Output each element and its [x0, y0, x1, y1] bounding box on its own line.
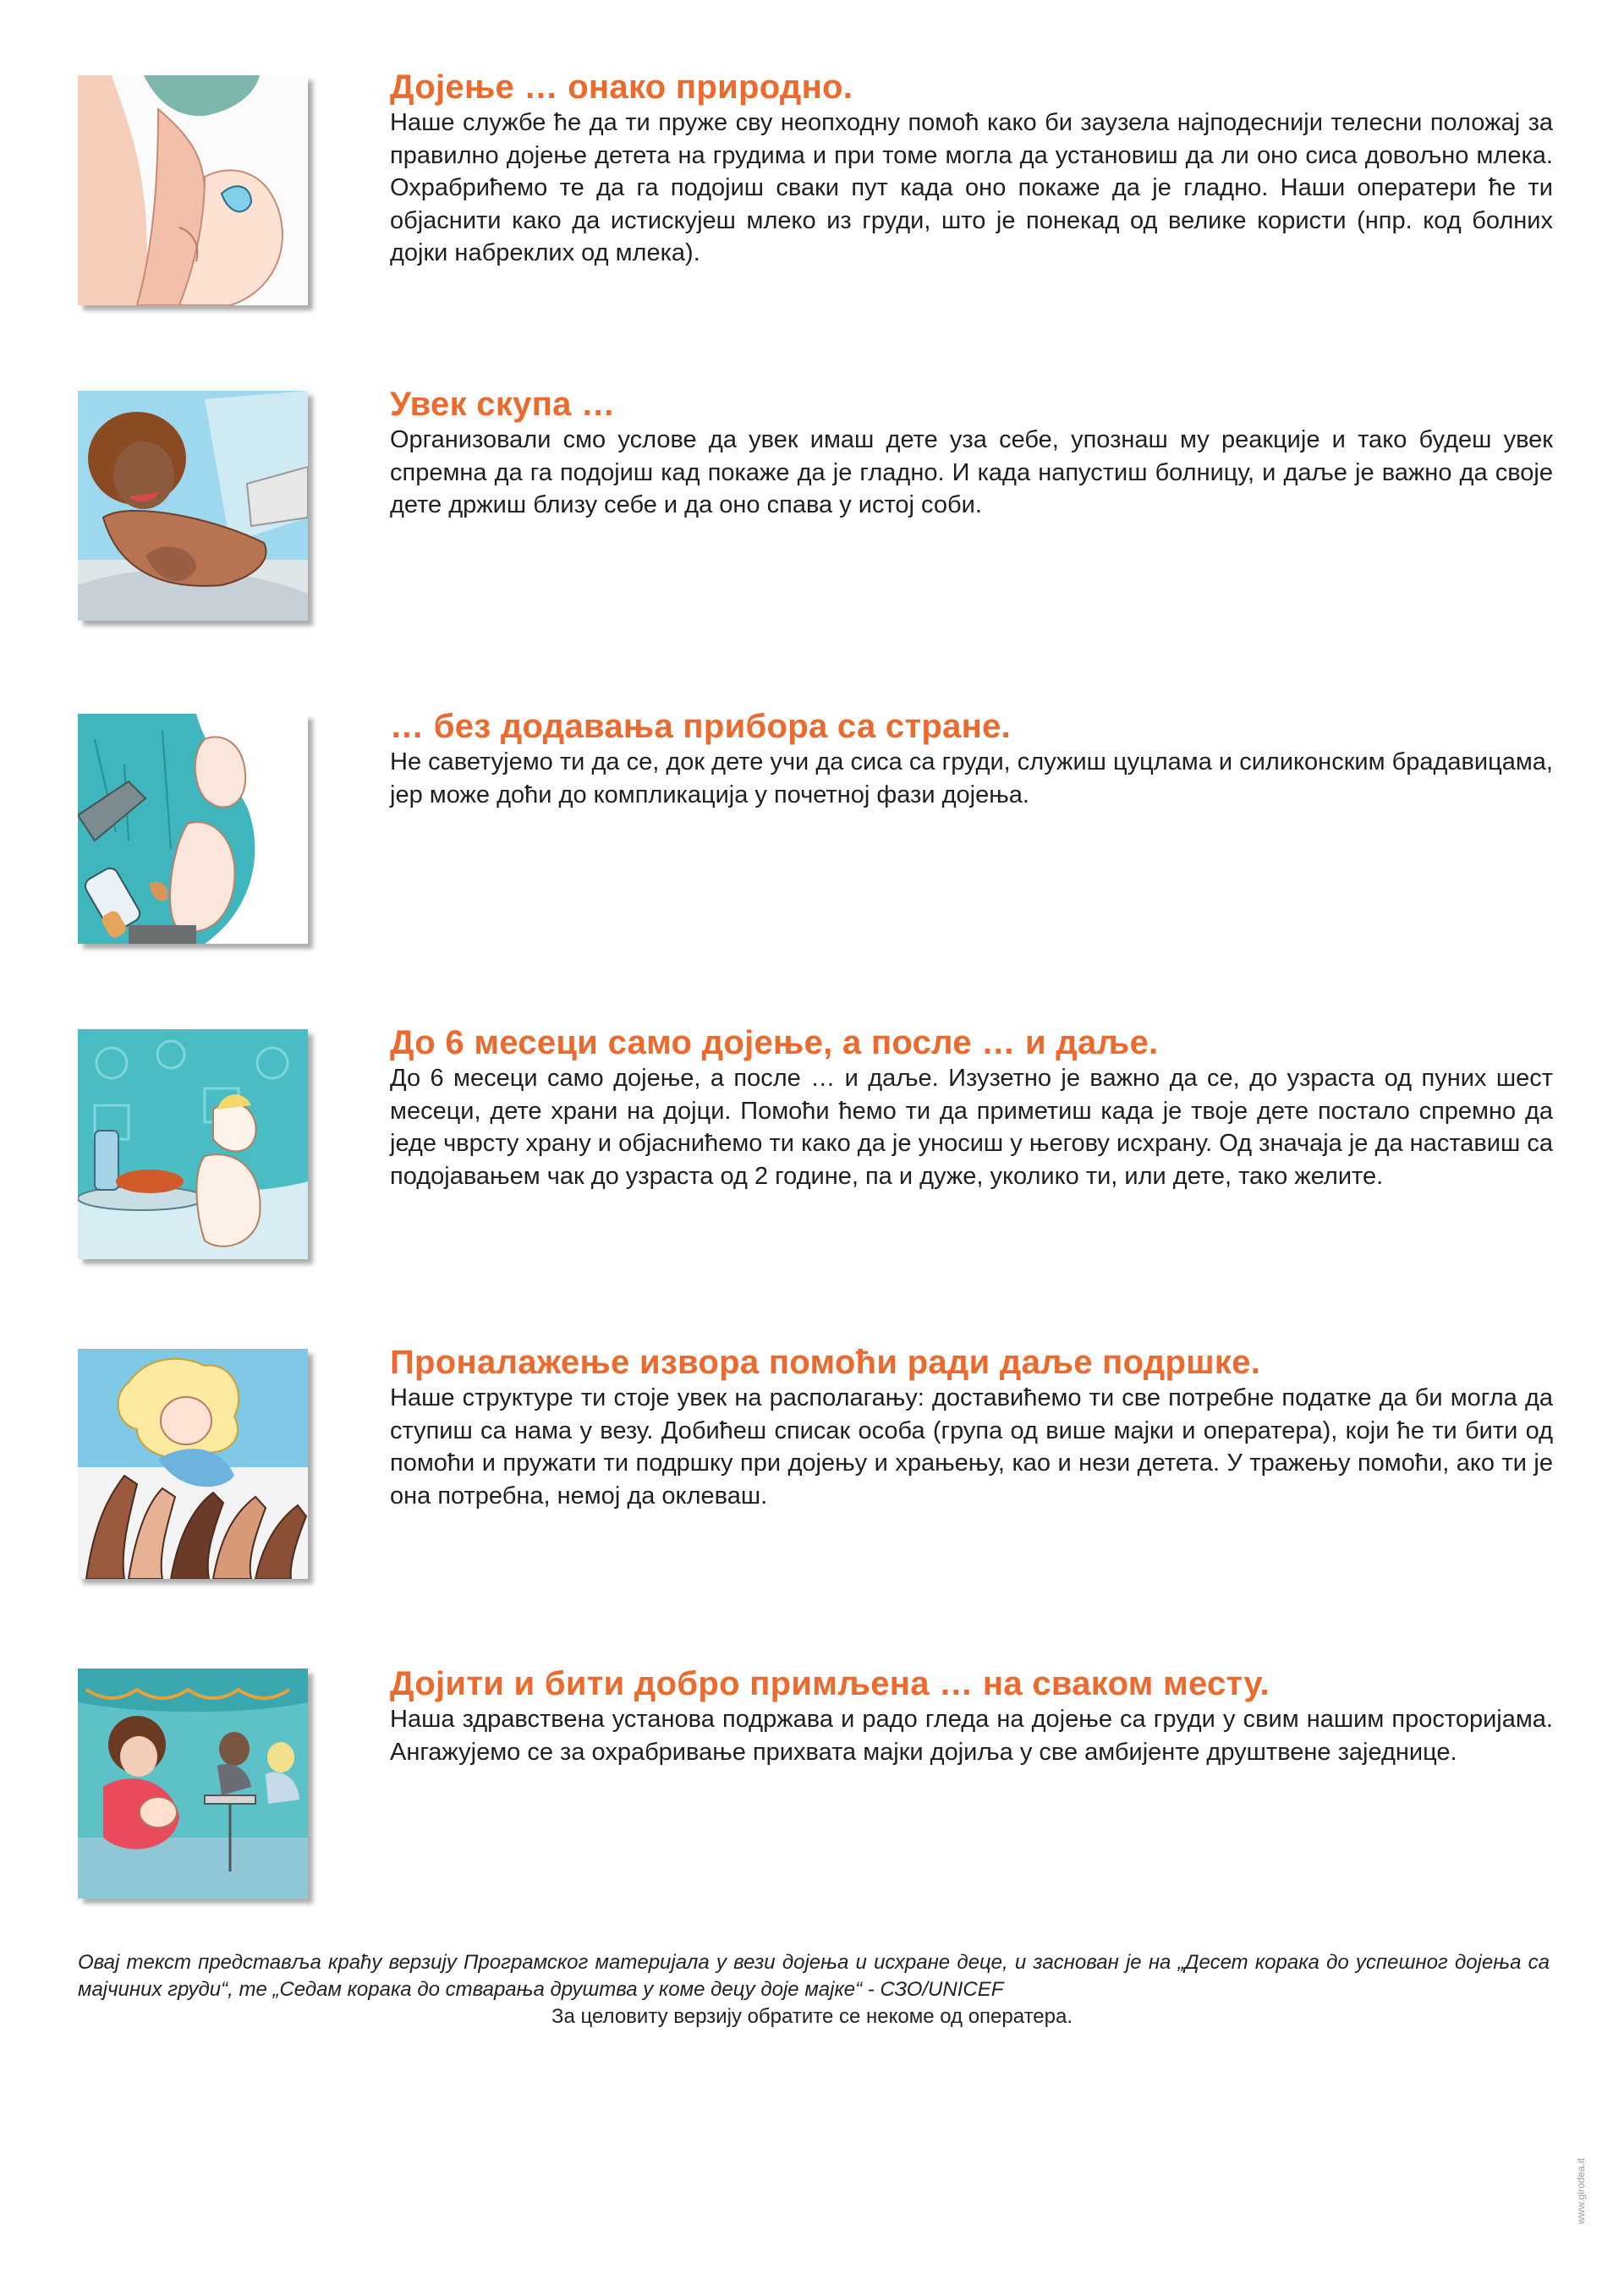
section-4-text	[390, 1023, 1553, 1192]
section-body: Наша здравствена установа подржава и радо гледа на дојење са груди у свим нашим просторијама. Ангажујемо се за охрабривање прихвата мајки дојиља у све амбијенте друштвене заједнице.	[390, 1706, 1553, 1766]
section-heading: Проналажење извора помоћи ради даље подршке.	[390, 1344, 1261, 1381]
credit-url: www.girodea.it	[1575, 2157, 1587, 2224]
section-5-text	[390, 1343, 1553, 1512]
support-hands-illustration	[78, 1349, 308, 1579]
section-body: Наше службе ће да ти пруже сву неопходну помоћ како би заузела најподеснији телесни положај за правилно дојење детета на грудима и при томе могла да установиш да ли оно сиса довољно млека. Охрабрићемо те да га подојиш сваки пут када оно покаже да је гладно. Наши оператери ће ти објаснити како да истискујеш млеко из груди, што је понекад од велике користи (нпр. код болних дојки набреклих од млека).	[390, 109, 1553, 266]
section-body: Наше структуре ти стоје увек на располагању: доставићемо ти све потребне податке да би могла да ступиш са нама у везу. Добићеш списак особа (група од више мајки и оператера), који ће ти бити од помоћи и пружати ти подршку при дојењу и храњењу, као и нези детета. У тражењу помоћи, ако ти је она потребна, немој да оклеваш.	[390, 1384, 1553, 1510]
mother-with-baby-in-bed-illustration	[78, 391, 308, 621]
section-3-text	[390, 707, 1553, 811]
section-body: Не саветујемо ти да се, док дете учи да сиса са груди, служиш цуцлама и силиконским брадавицама, јер може доћи до компликација у почетној фази дојења.	[390, 748, 1553, 808]
baby-with-bottle-illustration	[78, 714, 308, 944]
baby-with-food-illustration	[78, 1029, 308, 1259]
section-heading: До 6 месеци само дојење, а после … и даље.	[390, 1024, 1159, 1061]
section-body: До 6 месеци само дојење, а после … и даље. Изузетно је важно да се, до узраста од пуних шест месеци, дете храни на дојци. Помоћи ћемо ти да приметиш када је твоје дете постало спремно да једе чврсту храну и објаснићемо ти како да је уносиш у његову исхрану. Од значаја је да наставиш са подојавањем чак до узраста од 2 године, па и дуже, уколико ти, или дете, тако желите.	[390, 1065, 1553, 1190]
cafe-breastfeeding-illustration	[78, 1669, 308, 1899]
mother-breastfeeding-closeup-illustration	[78, 75, 308, 305]
section-body: Организовали смо услове да увек имаш дете уза себе, упознаш му реакције и тако будеш увек спремна да га подојиш кад покаже да је гладно. И када напустиш болницу, и даље је важно да своје дете држиш близу себе и да оно спава у истој соби.	[390, 426, 1553, 518]
section-heading: Дојење … онако природно.	[390, 68, 853, 106]
footer-text: Овај текст представља краћу верзију Програмског материјала у вези дојења и исхране деце, и заснован је на „Десет корака до успешног дојења са мајчиних груди“, те „Седам корака до стварања друштва у коме децу доје мајке“ - СЗО/UNICEF	[78, 1951, 1550, 2001]
footer-note: За целовиту верзију обратите се некоме од оператера.	[551, 2005, 1073, 2028]
section-2-text	[390, 385, 1553, 522]
section-6-text	[390, 1664, 1553, 1768]
section-heading: … без додавања прибора са стране.	[390, 708, 1012, 745]
section-1-text	[390, 68, 1553, 270]
section-heading: Дојити и бити добро примљена … на сваком месту.	[390, 1665, 1270, 1702]
section-heading: Увек скупа …	[390, 386, 616, 423]
